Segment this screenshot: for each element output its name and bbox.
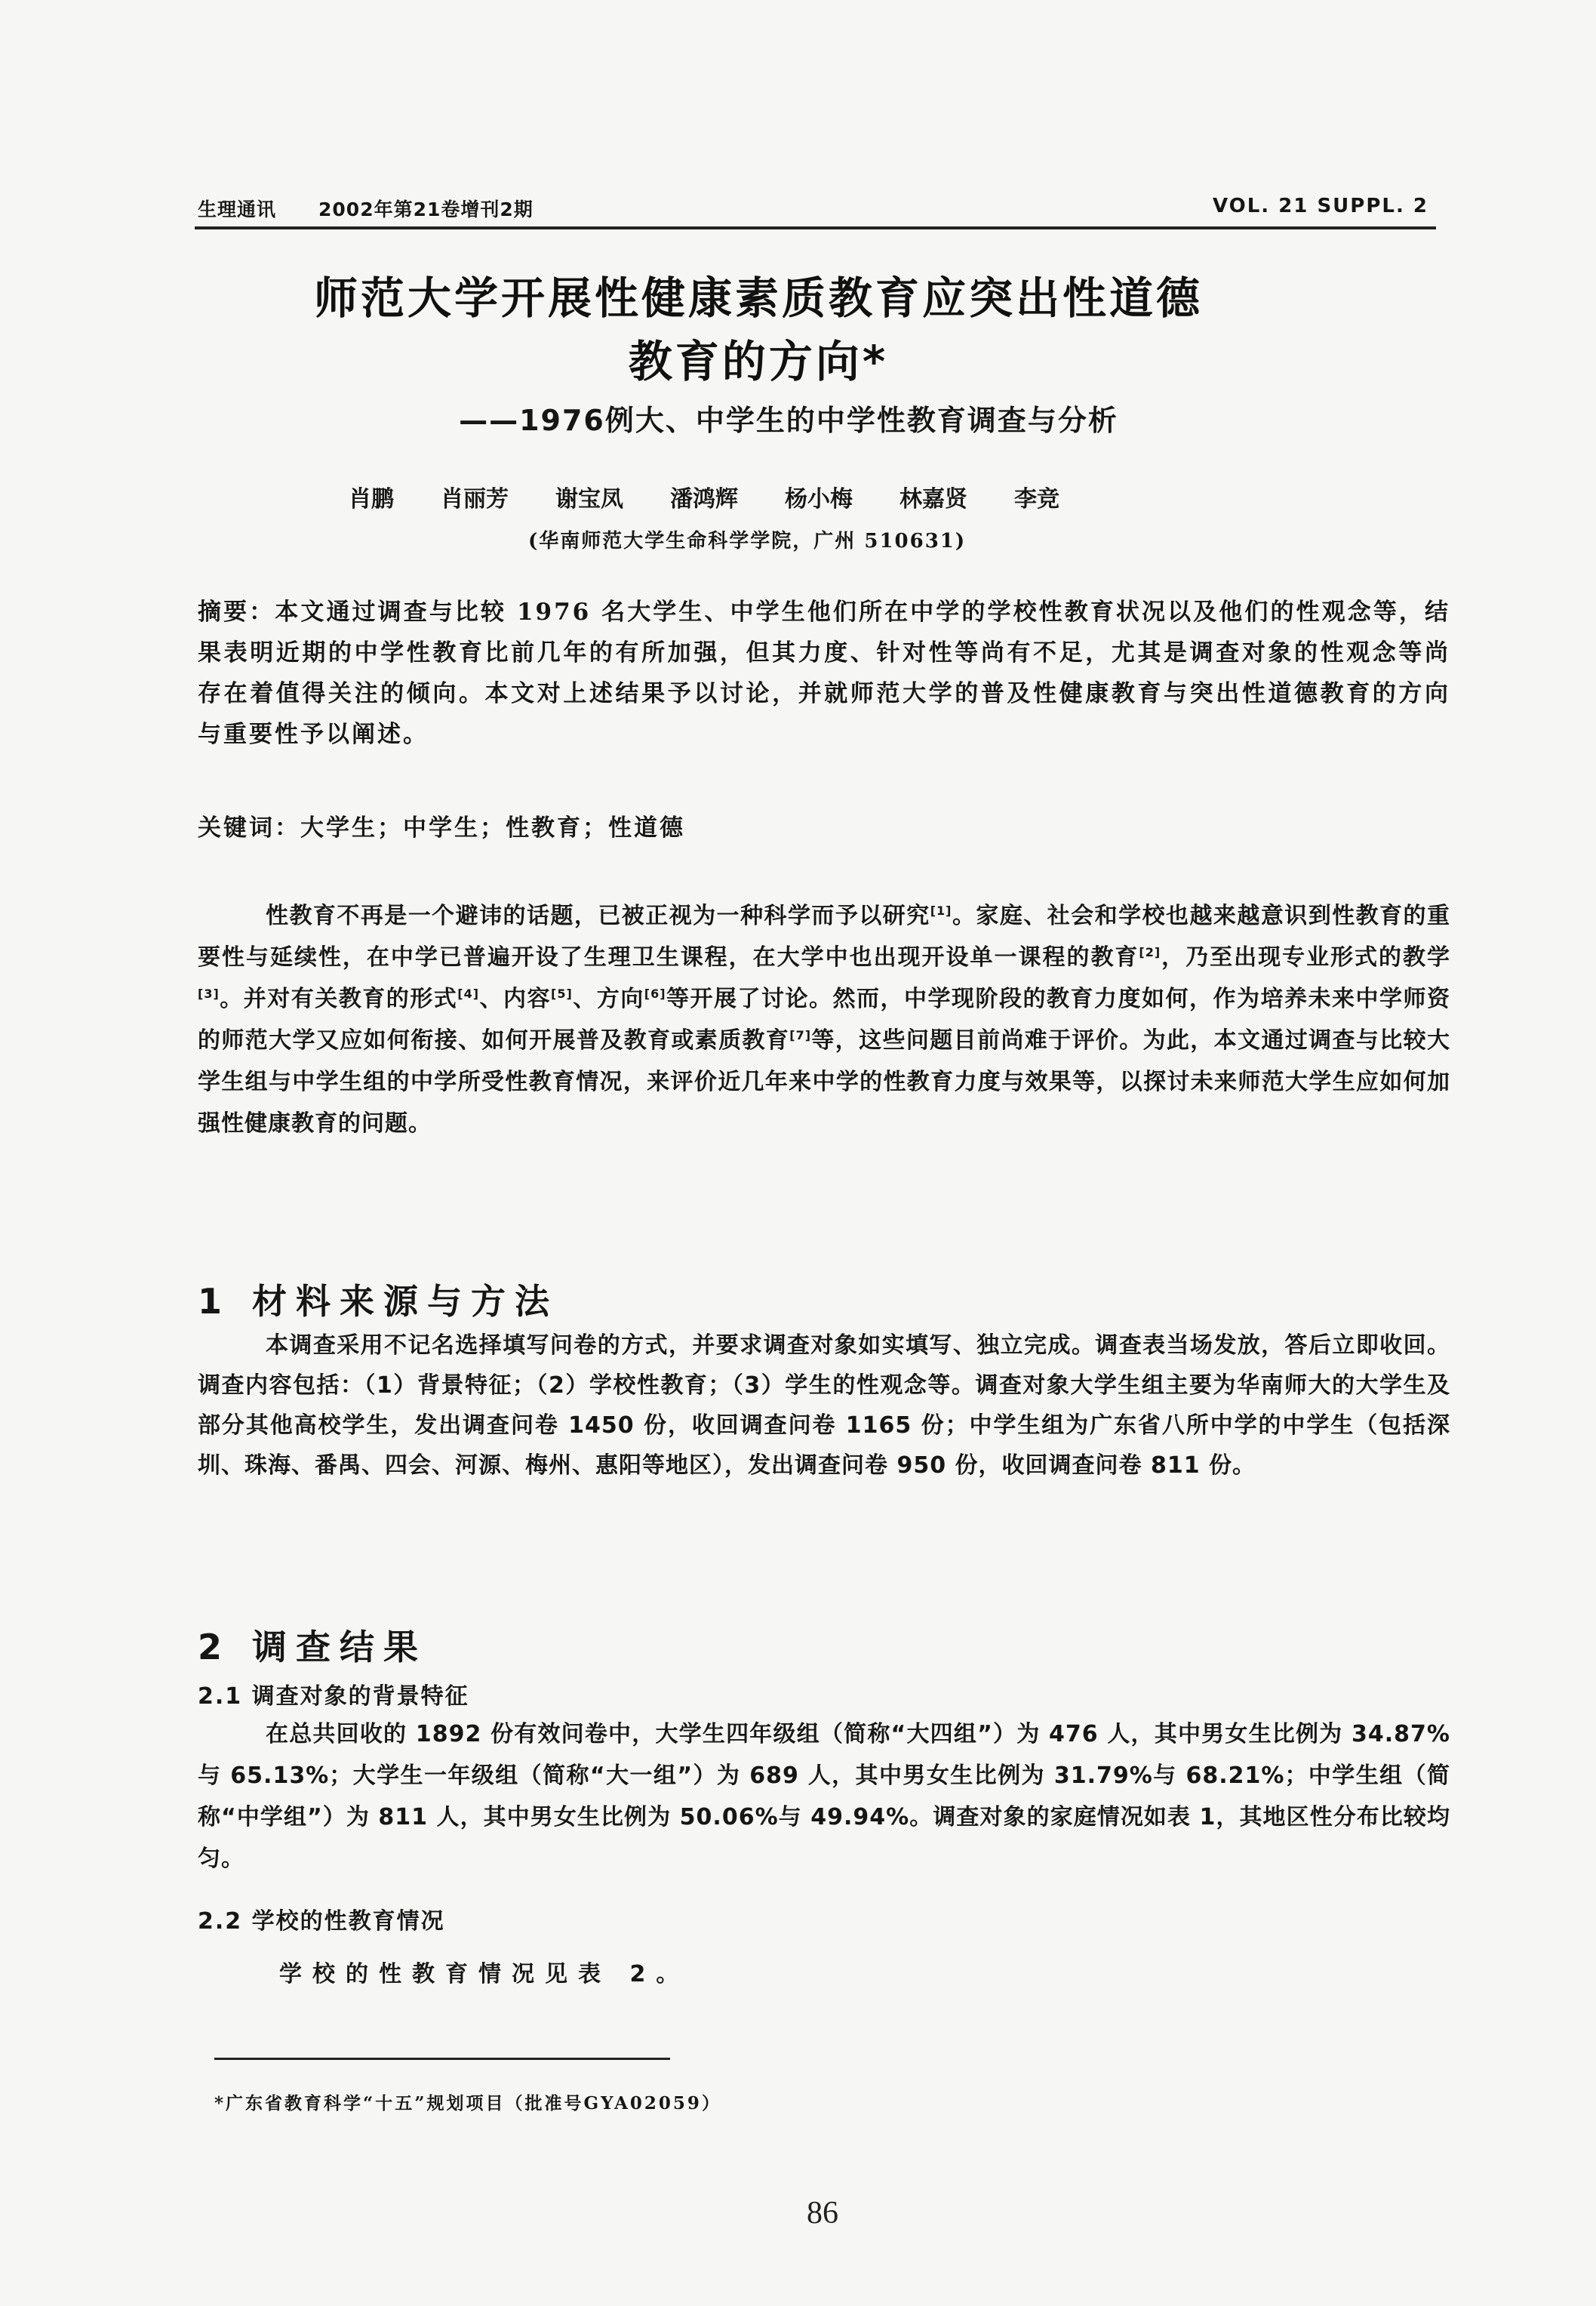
footnote: *广东省教育科学“十五”规划项目（批准号GYA02059） — [214, 2093, 721, 2114]
author: 杨小梅 — [785, 486, 853, 513]
paper-title-line2: 教育的方向* — [628, 336, 889, 387]
author-list — [349, 480, 1106, 513]
author: 肖鹏 — [349, 486, 394, 513]
methods-paragraph: 本调查采用不记名选择填写问卷的方式，并要求调查对象如实填写、独立完成。调查表当场发放，答后立即收回。调查内容包括：（1）背景特征；（2）学校性教育；（3）学生的性观念等。调查对象大学生组主要为华南师大的大学生及部分其他高校学生，发出调查问卷 1450 份，收回调查问卷 1165 份；中学生组为广东省八所中学的中学生（包括深圳、珠海、番禺、四会、河源、梅州、惠阳等地区），发出调查问卷 950 份，收回调查问卷 811 份。 — [198, 1332, 1450, 1479]
citation-ref: [3] — [198, 987, 220, 1001]
author: 肖丽芳 — [441, 486, 509, 513]
intro-text: 等，这些问题目前尚难于评价。为此，本文通过调查与比较大学生组与中学生组的中学所受性教育情况，来评价近几年来中学的性教育力度与效果等，以探讨未来师范大学生应如何加强性健康教育的问题。 — [198, 1027, 1451, 1137]
subsection-heading-background: 2.1 调查对象的背景特征 — [198, 1683, 469, 1710]
running-header-left — [198, 195, 534, 222]
keywords — [198, 808, 1450, 848]
paper-title-line1: 师范大学开展性健康素质教育应突出性道德 — [313, 272, 1203, 324]
footnote-divider — [214, 2058, 670, 2060]
intro-text: 、方向 — [572, 986, 644, 1012]
abstract — [198, 592, 1450, 755]
intro-text: 。家庭、社会和学校也越来越意识到性教育的重要性与延续性，在中学已普遍开设了生理卫生课程，在大学中也出现开设单一课程的教育 — [198, 903, 1451, 971]
citation-ref: [2] — [1139, 945, 1161, 959]
introduction-paragraph — [198, 895, 1450, 1144]
results-paragraph: 在总共回收的 1892 份有效问卷中，大学生四年级组（简称“大四组”）为 476 人，其中男女生比例为 34.87%与 65.13%；大学生一年级组（简称“大一组”）为 689 人，其中男女生比例为 31.79%与 68.21%；中学生组（简称“中学组”）为 811 人，其中男女生比例为 50.06%与 49.94%。调查对象的家庭情况如表 1，其地区性分布比较均匀。 — [198, 1721, 1450, 1872]
author: 潘鸿辉 — [670, 486, 738, 513]
author: 谢宝凤 — [555, 486, 623, 513]
intro-text: ，乃至出现专业形式的教学 — [1161, 944, 1451, 971]
section-heading-methods: 1 材料来源与方法 — [198, 1281, 559, 1322]
abstract-label: 摘要： — [198, 599, 275, 626]
citation-ref: [4] — [457, 987, 480, 1001]
page-number: 86 — [807, 2196, 838, 2231]
keywords-label: 关键词： — [198, 814, 300, 842]
keywords-text: 大学生；中学生；性教育；性道德 — [300, 814, 685, 842]
intro-text: 、内容 — [479, 986, 552, 1012]
author-affiliation: (华南师范大学生命科学学院，广州 510631) — [528, 530, 967, 553]
paper-subtitle: ——1976例大、中学生的中学性教育调查与分析 — [459, 404, 1118, 437]
journal-name: 生理通讯 — [198, 199, 277, 220]
header-divider — [195, 226, 1436, 229]
section-heading-results: 2 调查结果 — [198, 1627, 428, 1667]
running-header-volume: VOL. 21 SUPPL. 2 — [1212, 195, 1428, 217]
citation-ref: [1] — [930, 904, 952, 918]
journal-issue: 2002年第21卷增刊2期 — [318, 199, 534, 220]
citation-ref: [5] — [551, 987, 573, 1001]
citation-ref: [6] — [644, 987, 666, 1001]
author: 林嘉贤 — [899, 486, 967, 513]
citation-ref: [7] — [789, 1028, 812, 1042]
intro-text: 。并对有关教育的形式 — [219, 986, 458, 1012]
intro-text: 等开展了讨论。然而，中学现阶段的教育力度如何，作为培养未来中学师资的师范大学又应如何衔接、如何开展普及教育或素质教育 — [198, 986, 1451, 1054]
abstract-text: 本文通过调查与比较 1976 名大学生、中学生他们所在中学的学校性教育状况以及他们的性观念等，结果表明近期的中学性教育比前几年的有所加强，但其力度、针对性等尚有不足，尤其是调查对象的性观念等尚存在着值得关注的倾向。本文对上述结果予以讨论，并就师范大学的普及性健康教育与突出性道德教育的方向与重要性予以阐述。 — [198, 599, 1450, 748]
results-paragraph-2: 学校的性教育情况见表 2。 — [279, 1961, 690, 1987]
author: 李竞 — [1014, 486, 1059, 513]
intro-text: 性教育不再是一个避讳的话题，已被正视为一种科学而予以研究 — [266, 903, 930, 929]
subsection-heading-school-education: 2.2 学校的性教育情况 — [198, 1908, 445, 1935]
